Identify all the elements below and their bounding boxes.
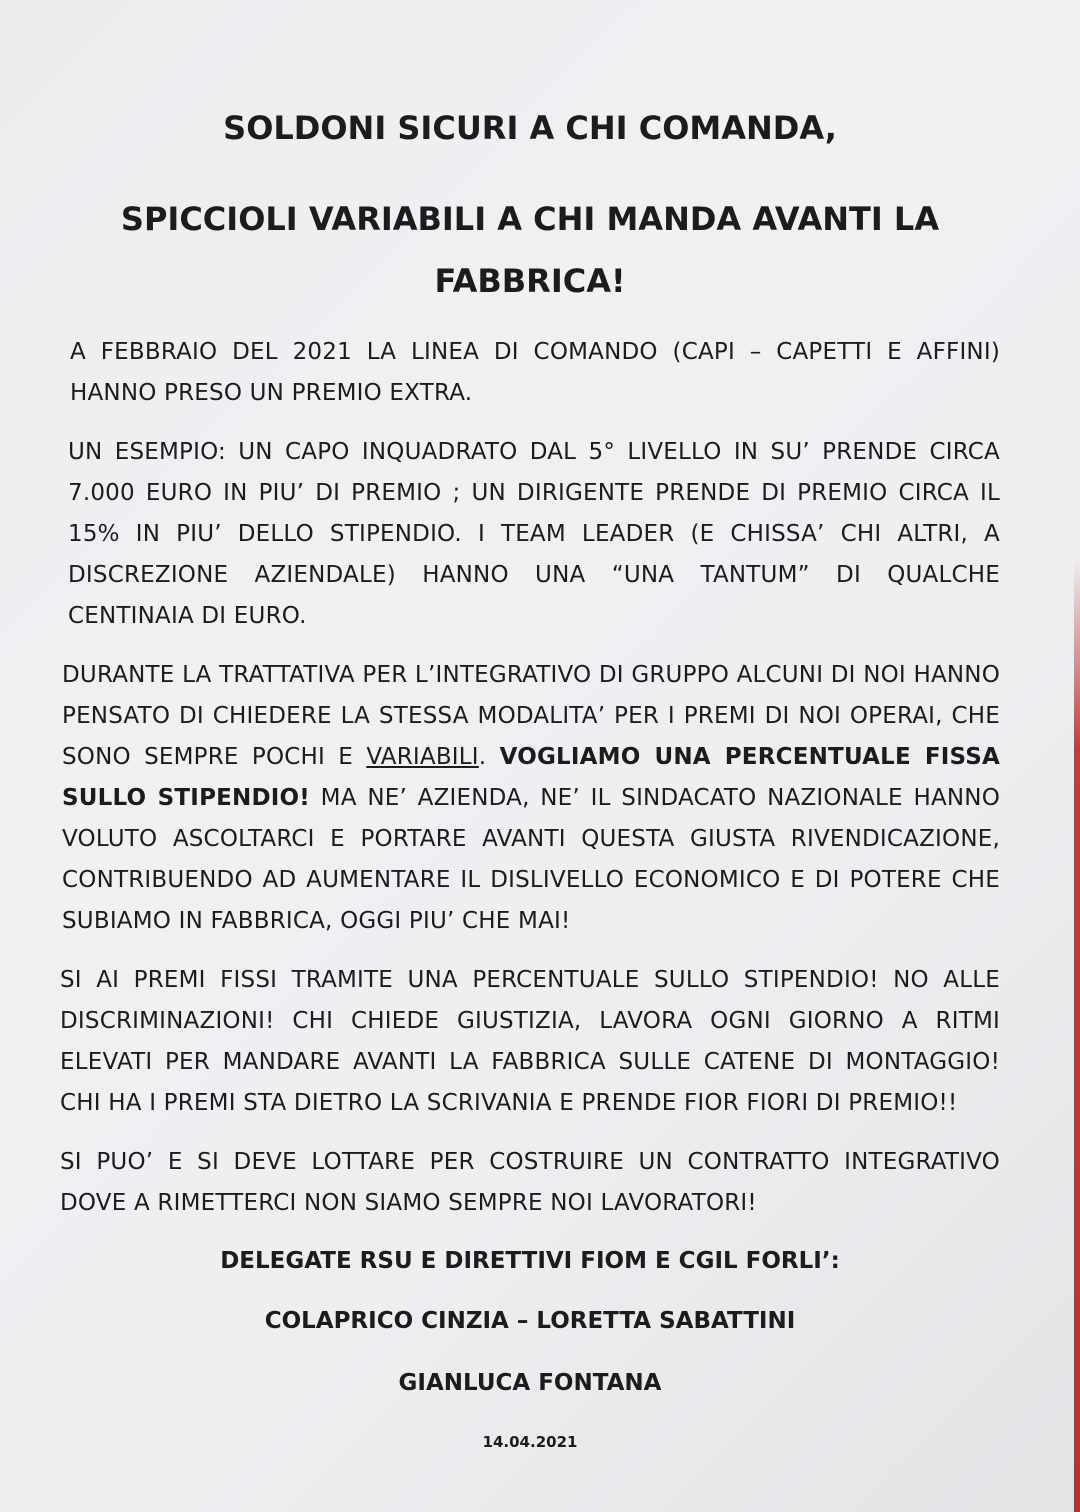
flyer-content xyxy=(60,108,1000,1452)
headline-line-1: SOLDONI SICURI A CHI COMANDA, xyxy=(223,109,837,147)
signature-organizations: DELEGATE RSU E DIRETTIVI FIOM E CGIL FORLI’: xyxy=(220,1248,840,1274)
headline-line-2: SPICCIOLI VARIABILI A CHI MANDA AVANTI LA FABBRICA! xyxy=(120,200,940,300)
paragraph-3-intro: DURANTE LA TRATTATIVA PER L’INTEGRATIVO DI GRUPPO ALCUNI DI NOI HANNO PENSATO DI CHIEDERE LA STESSA MODALITA’ PER I PREMI DI NOI OPERAI, CHE SONO SEMPRE POCHI E xyxy=(62,662,1000,770)
paragraph-2: UN ESEMPIO: UN CAPO INQUADRATO DAL 5° LIVELLO IN SU’ PRENDE CIRCA 7.000 EURO IN PIU’ DI PREMIO ; UN DIRIGENTE PRENDE DI PREMIO CIRCA IL 15% IN PIU’ DELLO STIPENDIO. I TEAM LEADER (E CHISSA’ CHI ALTRI, A DISCREZIONE AZIENDALE) HANNO UNA “UNA TANTUM” DI QUALCHE CENTINAIA DI EURO. xyxy=(68,439,1000,629)
paragraph-1: A FEBBRAIO DEL 2021 LA LINEA DI COMANDO (CAPI – CAPETTI E AFFINI) HANNO PRESO UN PREMIO EXTRA. xyxy=(70,339,1000,406)
signature-names-2: GIANLUCA FONTANA xyxy=(398,1370,662,1396)
document-date: 14.04.2021 xyxy=(482,1433,578,1451)
paragraph-3-rest: MA NE’ AZIENDA, NE’ IL SINDACATO NAZIONALE HANNO VOLUTO ASCOLTARCI E PORTARE AVANTI QUESTA GIUSTA RIVENDICAZIONE, CONTRIBUENDO AD AUMENTARE IL DISLIVELLO ECONOMICO E DI POTERE CHE SUBIAMO IN FABBRICA, OGGI PIU’ CHE MAI! xyxy=(62,785,1001,934)
red-background-edge xyxy=(1074,560,1080,1512)
signature-names-1: COLAPRICO CINZIA – LORETTA SABATTINI xyxy=(264,1308,796,1334)
underlined-word: VARIABILI xyxy=(366,744,479,770)
paragraph-4: SI AI PREMI FISSI TRAMITE UNA PERCENTUALE SULLO STIPENDIO! NO ALLE DISCRIMINAZIONI! CHI CHIEDE GIUSTIZIA, LAVORA OGNI GIORNO A RITMI ELEVATI PER MANDARE AVANTI LA FABBRICA SULLE CATENE DI MONTAGGIO! CHI HA I PREMI STA DIETRO LA SCRIVANIA E PRENDE FIOR FIORI DI PREMIO!! xyxy=(60,967,1000,1116)
paragraph-3 xyxy=(60,655,1000,942)
period: . xyxy=(478,744,487,770)
bold-demand: VOGLIAMO UNA PERCENTUALE FISSA SULLO STIPENDIO! xyxy=(62,744,1001,811)
paragraph-5: SI PUO’ E SI DEVE LOTTARE PER COSTRUIRE UN CONTRATTO INTEGRATIVO DOVE A RIMETTERCI NON SIAMO SEMPRE NOI LAVORATORI! xyxy=(60,1149,1000,1216)
